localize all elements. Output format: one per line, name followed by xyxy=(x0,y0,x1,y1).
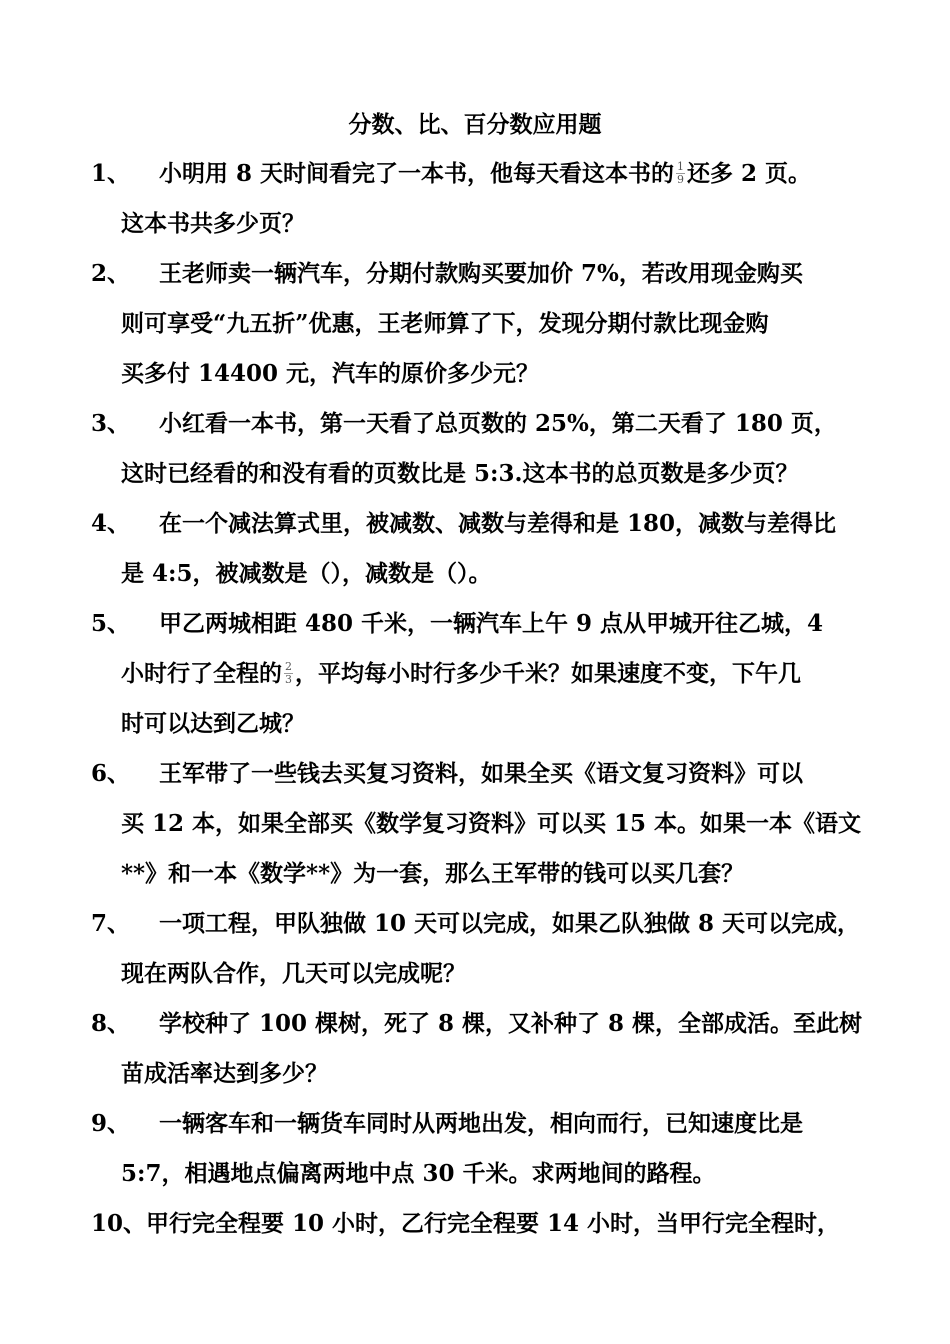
document-title: 分数、比、百分数应用题 xyxy=(348,111,602,138)
problem-3-line-2: 这时已经看的和没有看的页数比是 5:3.这本书的总页数是多少页？ xyxy=(121,460,799,487)
problem-4-line-2: 是 4:5，被减数是（），减数是（）。 xyxy=(121,560,492,587)
problem-1-line-1: 小明用 8 天时间看完了一本书，他每天看这本书的 $\frac{1}{9}$ 还多 2 页。 xyxy=(159,159,812,187)
problem-1-number: 1、 xyxy=(91,160,131,187)
fraction-two-thirds: $\frac{2}{3}$ xyxy=(285,659,292,686)
fraction-one-ninth: $\frac{1}{9}$ xyxy=(677,159,685,186)
problem-8-line-2: 苗成活率达到多少？ xyxy=(121,1060,328,1087)
problem-4-number: 4、 xyxy=(91,510,131,537)
problem-2-line-2: 则可享受“九五折”优惠，王老师算了下，发现分期付款比现金购 xyxy=(121,310,769,337)
problem-4-line-1: 在一个减法算式里，被减数、减数与差得和是 180，减数与差得比 xyxy=(159,510,837,537)
problem-7-number: 7、 xyxy=(91,910,131,937)
problem-2-line-1: 王老师卖一辆汽车，分期付款购买要加价 7%，若改用现金购买 xyxy=(159,260,803,287)
problem-8-line-1: 学校种了 100 棵树，死了 8 棵，又补种了 8 棵，全部成活。至此树 xyxy=(159,1010,863,1037)
problem-5-line-3: 时可以达到乙城？ xyxy=(121,710,305,737)
problem-10-number: 10、 xyxy=(91,1210,147,1237)
problem-7-line-1: 一项工程，甲队独做 10 天可以完成，如果乙队独做 8 天可以完成， xyxy=(159,910,861,937)
problem-9-number: 9、 xyxy=(91,1110,131,1137)
problem-6-number: 6、 xyxy=(91,760,131,787)
problem-2-line-3: 买多付 14400 元，汽车的原价多少元？ xyxy=(121,360,540,387)
problem-6-line-2: 买 12 本，如果全部买《数学复习资料》可以买 15 本。如果一本《语文 xyxy=(121,810,862,837)
problem-1-line-2: 这本书共多少页？ xyxy=(121,210,305,237)
problem-7-line-2: 现在两队合作，几天可以完成呢？ xyxy=(121,960,466,987)
problem-10-line-1: 10、甲行完全程要 10 小时，乙行完全程要 14 小时，当甲行完全程时， xyxy=(91,1210,841,1237)
problem-2-number: 2、 xyxy=(91,260,131,287)
problem-5-number: 5、 xyxy=(91,610,131,637)
problem-6-line-3: **》和一本《数学**》为一套，那么王军带的钱可以买几套？ xyxy=(121,860,745,887)
problem-5-line-2: 小时行了全程的 $\frac{2}{3}$ ，平均每小时行多少千米？如果速度不变，下午几 xyxy=(121,659,801,687)
problem-6-line-1: 王军带了一些钱去买复习资料，如果全买《语文复习资料》可以 xyxy=(159,760,803,787)
problem-5-line-1: 甲乙两城相距 480 千米，一辆汽车上午 9 点从甲城开往乙城，4 xyxy=(159,610,824,637)
problem-3-number: 3、 xyxy=(91,410,131,437)
problem-8-number: 8、 xyxy=(91,1010,131,1037)
problem-9-line-2: 5:7，相遇地点偏离两地中点 30 千米。求两地间的路程。 xyxy=(121,1160,716,1187)
problem-9-line-1: 一辆客车和一辆货车同时从两地出发，相向而行，已知速度比是 xyxy=(159,1110,803,1137)
problem-3-line-1: 小红看一本书，第一天看了总页数的 25%，第二天看了 180 页， xyxy=(159,410,837,437)
